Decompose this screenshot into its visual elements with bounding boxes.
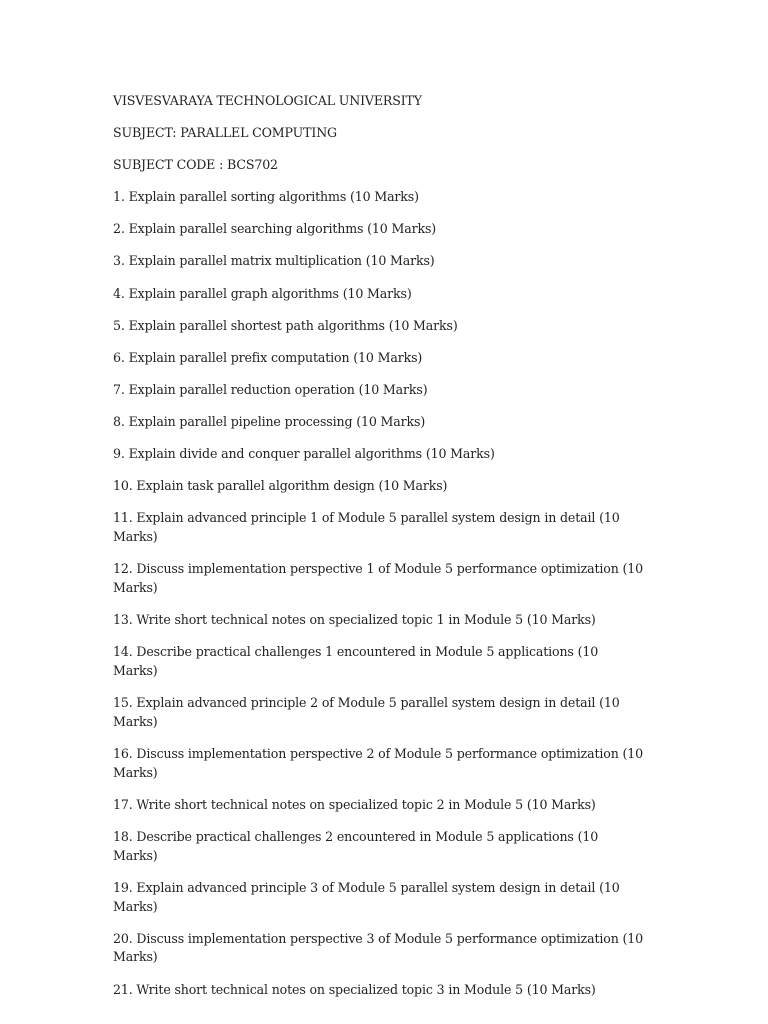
question-item: 17. Write short technical notes on specialized topic 2 in Module 5 (10 Marks) [113, 796, 596, 812]
question-item: 2. Explain parallel searching algorithms (10 Marks) [113, 221, 437, 237]
question-item: 4. Explain parallel graph algorithms (10 Marks) [113, 285, 412, 301]
question-item: 14. Describe practical challenges 1 encountered in Module 5 applications (10 Marks) [113, 644, 599, 678]
question-item: 18. Describe practical challenges 2 encountered in Module 5 applications (10 Marks) [113, 828, 599, 863]
subject-line: SUBJECT: PARALLEL COMPUTING [113, 125, 337, 141]
question-item: 21. Write short technical notes on specialized topic 3 in Module 5 (10 Marks) [113, 981, 596, 997]
question-item: 10. Explain task parallel algorithm design (10 Marks) [113, 478, 448, 494]
question-item: 9. Explain divide and conquer parallel algorithms (10 Marks) [113, 446, 495, 462]
question-item: 6. Explain parallel prefix computation (10 Marks) [113, 349, 423, 365]
question-item: 16. Discuss implementation perspective 2 of Module 5 performance optimization (10 Marks) [113, 745, 644, 780]
question-item: 11. Explain advanced principle 1 of Module 5 parallel system design in detail (10 Marks) [113, 510, 620, 545]
document-body [113, 92, 643, 1013]
question-list [113, 188, 643, 999]
question-item: 12. Discuss implementation perspective 1 of Module 5 performance optimization (10 Marks) [113, 561, 644, 595]
question-item: 13. Write short technical notes on specialized topic 1 in Module 5 (10 Marks) [113, 612, 596, 627]
question-item: 8. Explain parallel pipeline processing (10 Marks) [113, 413, 426, 429]
question-item: 3. Explain parallel matrix multiplication (10 Marks) [113, 253, 435, 269]
question-item: 19. Explain advanced principle 3 of Module 5 parallel system design in detail (10 Marks) [113, 879, 620, 914]
subject-code-line: SUBJECT CODE : BCS702 [113, 157, 278, 173]
question-item: 20. Discuss implementation perspective 3 of Module 5 performance optimization (10 Marks) [113, 930, 644, 965]
university-heading: VISVESVARAYA TECHNOLOGICAL UNIVERSITY [113, 93, 422, 108]
question-item: 15. Explain advanced principle 2 of Module 5 parallel system design in detail (10 Marks) [113, 694, 620, 729]
question-item: 1. Explain parallel sorting algorithms (10 Marks) [113, 189, 419, 205]
question-item: 7. Explain parallel reduction operation (10 Marks) [113, 381, 428, 397]
question-item: 5. Explain parallel shortest path algorithms (10 Marks) [113, 317, 458, 333]
